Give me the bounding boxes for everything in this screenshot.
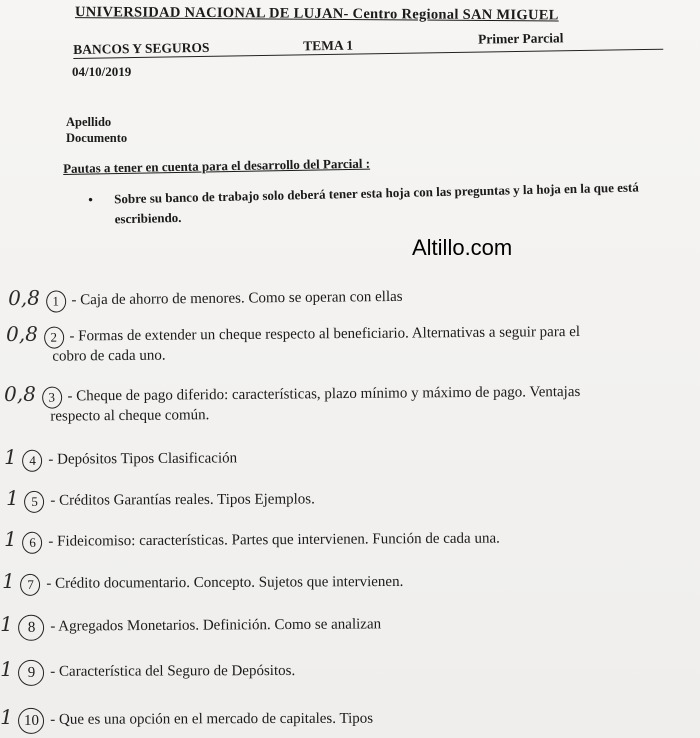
grade-mark: 1 — [2, 568, 15, 593]
grade-mark: 1 — [4, 444, 17, 469]
grade-mark: 1 — [0, 611, 13, 636]
course-name: BANCOS Y SEGUROS — [73, 39, 210, 57]
question-text: - Característica del Seguro de Depósitos. — [50, 662, 296, 680]
parcial-label: Primer Parcial — [477, 30, 564, 47]
university-header: UNIVERSIDAD NACIONAL DE LUJAN- Centro Regional SAN MIGUEL — [74, 4, 559, 24]
question-6 — [4, 524, 500, 554]
question-number: 1 — [46, 290, 66, 312]
question-text: - Cheque de pago diferido: características, plazo mínimo y máximo de pago. Ventajas — [67, 383, 581, 405]
bullet-icon: • — [88, 191, 93, 207]
question-number: 9 — [18, 659, 44, 685]
question-text-continued: cobro de cada uno. — [52, 347, 166, 365]
question-number: 6 — [23, 531, 43, 553]
question-number: 2 — [44, 326, 64, 348]
tema-label: TEMA 1 — [303, 37, 354, 54]
question-number: 4 — [23, 449, 43, 471]
apellido-label: Apellido — [66, 115, 112, 129]
question-number: 10 — [18, 707, 44, 733]
course-header — [73, 29, 663, 59]
question-4 — [4, 443, 237, 471]
question-2 — [6, 317, 580, 366]
question-number: 3 — [42, 386, 62, 408]
grade-mark: 0,8 — [4, 381, 37, 406]
question-number: 5 — [25, 490, 45, 512]
question-number: 7 — [21, 573, 41, 595]
question-text: - Formas de extender un cheque respecto al beneficiario. Alternativas a seguir para el — [69, 323, 581, 345]
question-9 — [0, 656, 295, 686]
question-text: - Agregados Monetarios. Definición. Como se analizan — [50, 616, 382, 635]
documento-label: Documento — [66, 131, 128, 145]
question-7 — [2, 567, 403, 596]
question-text: - Crédito documentario. Concepto. Sujetos que intervienen. — [46, 573, 404, 592]
grade-mark: 1 — [4, 526, 17, 551]
question-1 — [8, 282, 403, 313]
question-text: - Caja de ahorro de menores. Como se operan con ellas — [71, 288, 403, 309]
question-text: - Que es una opción en el mercado de capitales. Tipos — [50, 710, 374, 728]
question-5 — [6, 484, 315, 512]
exam-date: 04/10/2019 — [72, 64, 132, 79]
watermark: Altillo.com — [412, 235, 513, 260]
instruction-rule — [88, 177, 669, 230]
grade-mark: 1 — [0, 704, 13, 729]
question-number: 8 — [19, 614, 45, 640]
question-text: - Depósitos Tipos Clasificación — [48, 450, 238, 468]
grade-mark: 1 — [0, 656, 13, 681]
grade-mark: 0,8 — [8, 285, 41, 310]
question-3 — [4, 377, 581, 426]
question-10 — [0, 704, 373, 734]
instructions-title: Pautas a tener en cuenta para el desarrollo del Parcial : — [63, 155, 371, 176]
question-text-continued: respecto al cheque común. — [50, 406, 210, 425]
grade-mark: 1 — [6, 485, 19, 510]
question-text: - Créditos Garantías reales. Tipos Ejemplos. — [50, 491, 315, 509]
grade-mark: 0,8 — [6, 321, 39, 346]
question-text: - Fideicomiso: características. Partes que intervienen. Función de cada una. — [48, 530, 500, 550]
instruction-text: Sobre su banco de trabajo solo deberá tener esta hoja con las preguntas y la hoja en la que está escribiendo. — [114, 179, 639, 227]
question-8 — [0, 609, 381, 640]
